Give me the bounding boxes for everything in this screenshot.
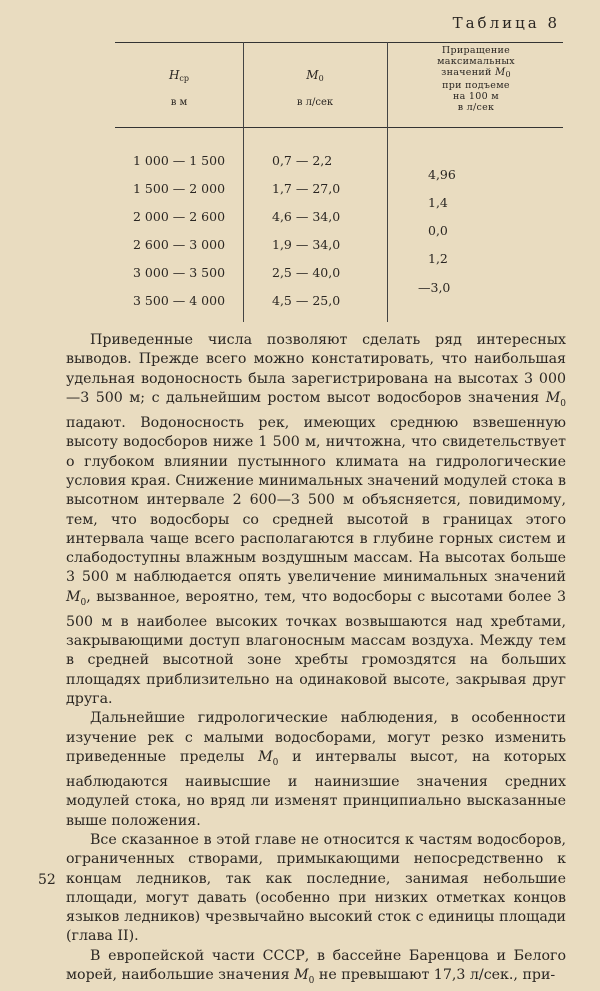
table-top-rule xyxy=(115,42,563,43)
table-cell-increment: —3,0 xyxy=(418,280,451,295)
paragraph: Приведенные числа позволяют сделать ряд интересных выводов. Прежде всего можно констатировать, что наибольшая удельная водоносность была зарегистрирована на высотах 3 000—3 500 м; с дальнейшим ростом высот водосборов значения $M_0$ падают. Водоносность рек, имеющих среднюю взвешенную высоту водосборов ниже 1 500 м, ничтожна, что свидетельствует о глубоком влиянии пустынного климата на гидрологические условия края. Снижение минимальных значений модулей стока в высотном интервале 2 600—3 500 м объясняется, повидимому, тем, что водосборы со средней высотой в границах этого интервала чаще всего располагаются в глубине горных систем и слабодоступны влажным воздушным массам. На высотах больше 3 500 м наблюдается опять увеличение минимальных значений $M_0$, вызванное, вероятно, тем, что водосборы с высотами более 3 500 м в наиболее высоких точках возвышаются над хребтами, закрывающими доступ влагоносным массам воздуха. Между тем в средней высотной зоне хребты громоздятся на больших площадях приблизительно на одинаковой высоте, закрывая друг друга. xyxy=(66,332,567,707)
body-text xyxy=(66,331,566,991)
table-cell-height: 3 500 — 4 000 xyxy=(133,293,226,308)
table-cell-height: 1 500 — 2 000 xyxy=(133,181,226,196)
table-cell-height: 2 000 — 2 600 xyxy=(133,209,226,224)
table-cell-increment: 0,0 xyxy=(428,223,448,238)
page-number: 52 xyxy=(38,872,56,888)
table-cell-m0: 0,7 — 2,2 xyxy=(272,153,333,168)
table-cell-m0: 1,7 — 27,0 xyxy=(272,181,341,196)
table-cell-height: 1 000 — 1 500 xyxy=(133,153,226,168)
table-cell-m0: 4,5 — 25,0 xyxy=(272,293,341,308)
table-cell-height: 2 600 — 3 000 xyxy=(133,237,226,252)
table-cell-height: 3 000 — 3 500 xyxy=(133,265,226,280)
paragraph: Все сказанное в этой главе не относится к частям водосборов, ограниченных створами, примыкающими непосредственно к концам ледников, так как последние, занимая небольшие площади, могут давать (особенно при низких отметках концов языков ледников) чрезвычайно высокий сток с единицы площади (глава II). xyxy=(66,831,566,945)
header-increment: Приращение максимальных значений $M_0$ при подъеме на 100 м в л/сек xyxy=(437,45,515,113)
table-header-rule xyxy=(115,127,563,128)
table-cell-m0: 4,6 — 34,0 xyxy=(272,209,341,224)
table-cell-increment: 4,96 xyxy=(428,167,456,182)
table-cell-m0: 1,9 — 34,0 xyxy=(272,237,341,252)
header-mean-height: $H_{ср}$ в м xyxy=(168,68,190,108)
table-column-divider xyxy=(243,42,244,322)
header-m0: $M_0$ в л/сек xyxy=(296,68,334,108)
paragraph: Дальнейшие гидрологические наблюдения, в особенности изучение рек с малыми водосборами, могут резко изменить приведенные пределы $M_0$ и интервалы высот, на которых наблюдаются наивысшие и наинизшие значения средних модулей стока, но вряд ли изменят принципиально высказанные выше положения. xyxy=(66,710,566,829)
table-cell-m0: 2,5 — 40,0 xyxy=(272,265,341,280)
table-cell-increment: 1,2 xyxy=(428,251,448,266)
table-column-divider xyxy=(387,42,388,322)
table-caption: Таблица 8 xyxy=(452,14,560,32)
paragraph: В европейской части СССР, в бассейне Баренцова и Белого морей, наибольшие значения $M_0$ не превышают 17,3 л/сек., при- xyxy=(66,947,566,986)
table-cell-increment: 1,4 xyxy=(428,195,448,210)
